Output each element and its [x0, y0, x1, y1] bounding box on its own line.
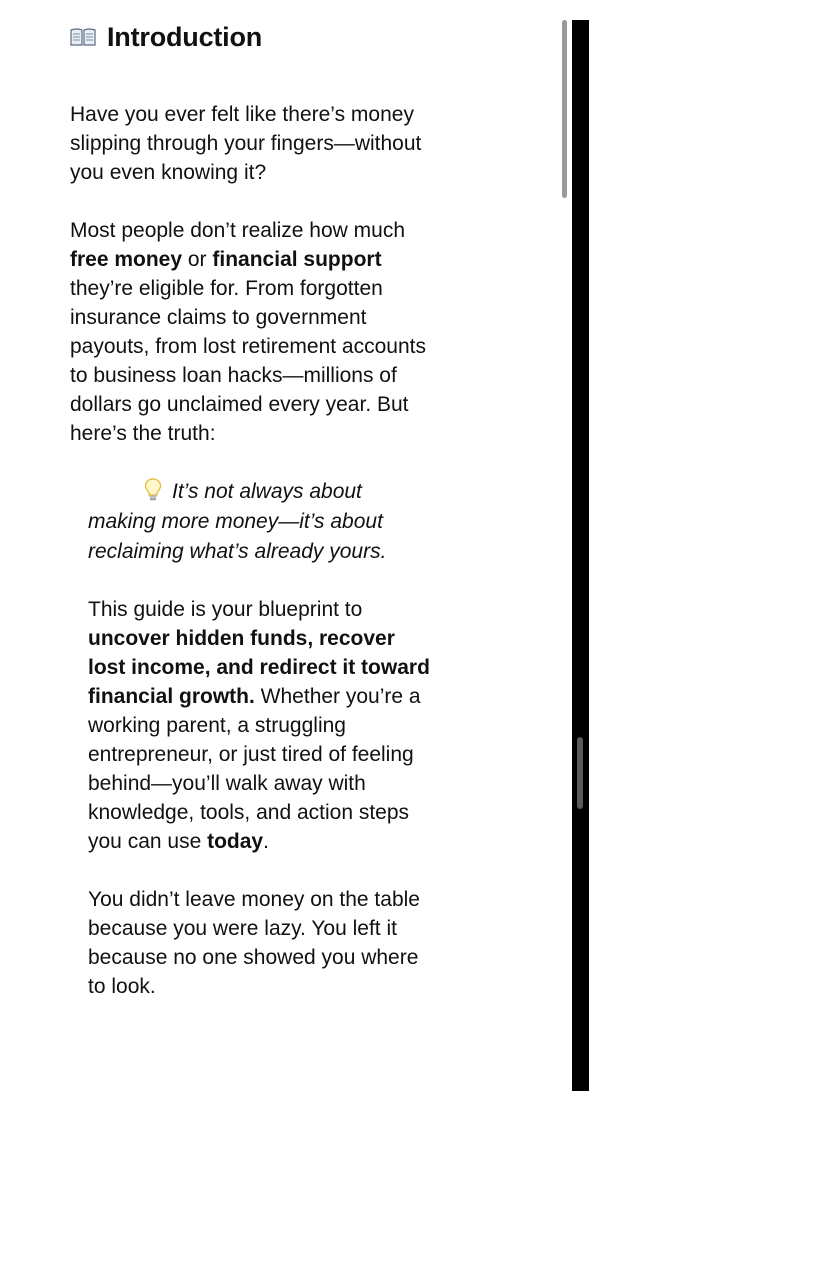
callout-quote — [88, 477, 433, 567]
text-run: Whether you’re a working parent, a struggling entrepreneur, or just tired of feeling behind—you’ll walk away with knowledge, tools, and action steps you can use — [88, 685, 421, 853]
closing-paragraph: You didn’t leave money on the table because you were lazy. You left it because no one showed you where to look. — [88, 888, 420, 998]
text-run: or — [182, 248, 213, 271]
document-content — [70, 18, 435, 1001]
scrollbar-track-indicator[interactable] — [562, 20, 567, 198]
scroll-rail[interactable] — [572, 20, 589, 1091]
bold-uncover-hidden-funds: uncover hidden funds, recover lost income, and redirect it toward financial growth. — [88, 627, 430, 708]
light-bulb-icon — [144, 478, 162, 502]
intro-paragraph: Have you ever felt like there’s money slipping through your fingers—without you even knowing it? — [70, 103, 422, 184]
bold-financial-support: financial support — [212, 248, 382, 271]
section-heading — [70, 18, 435, 56]
text-run: they’re eligible for. From forgotten insurance claims to government payouts, from lost retirement accounts to business loan hacks—millions of dollars go unclaimed every year. But here’s the truth: — [70, 277, 426, 445]
text-run: . — [263, 830, 269, 853]
open-book-icon — [70, 27, 96, 47]
eligibility-paragraph — [70, 216, 435, 448]
callout-text: It’s not always about making more money—it’s about reclaiming what’s already yours. — [88, 480, 387, 563]
text-run: This guide is your blueprint to — [88, 598, 363, 621]
scrollbar-thumb[interactable] — [577, 737, 583, 809]
text-run: Most people don’t realize how much — [70, 219, 406, 242]
bold-free-money: free money — [70, 248, 183, 271]
section-title: Introduction — [107, 21, 263, 52]
guide-paragraph — [88, 595, 433, 856]
bold-today: today — [207, 830, 264, 853]
